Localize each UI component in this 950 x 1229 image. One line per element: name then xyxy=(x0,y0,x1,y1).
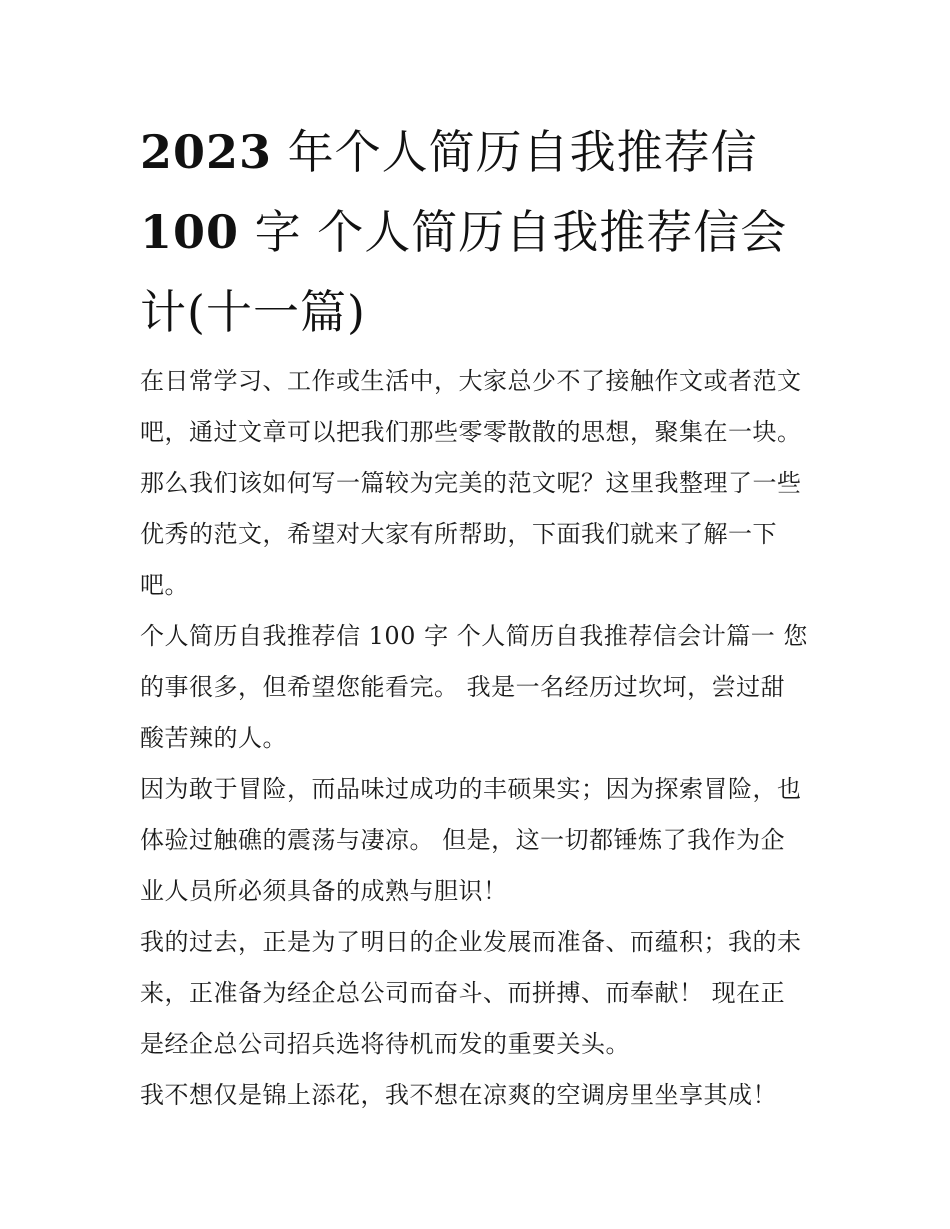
title-line xyxy=(140,192,820,272)
paragraph-intro xyxy=(140,356,820,611)
text-line: 因为敢于冒险，而品味过成功的丰硕果实；因为探索冒险，也 xyxy=(140,775,802,803)
text-line: 在日常学习、工作或生活中，大家总少不了接触作文或者范文 xyxy=(140,367,802,395)
text-line: 我的过去，正是为了明日的企业发展而准备、而蕴积；我的未 xyxy=(140,928,802,956)
paragraph-3 xyxy=(140,917,820,1070)
text-line: 吧，通过文章可以把我们那些零零散散的思想，聚集在一块。 xyxy=(140,418,802,446)
text-line: 业人员所必须具备的成熟与胆识！ xyxy=(140,877,508,905)
text-line: 那么我们该如何写一篇较为完美的范文呢？这里我整理了一些 xyxy=(140,469,802,497)
text-line: 的事很多，但希望您能看完。 我是一名经历过坎坷，尝过甜 xyxy=(140,673,786,701)
text-line: 个人简历自我推荐信 100 字 个人简历自我推荐信会计篇一 您 xyxy=(140,622,808,650)
document-content xyxy=(140,112,820,1121)
text-line: 优秀的范文，希望对大家有所帮助，下面我们就来了解一下 xyxy=(140,520,777,548)
text-line: 酸苦辣的人。 xyxy=(140,724,287,752)
paragraph-2 xyxy=(140,764,820,917)
paragraph-4 xyxy=(140,1070,820,1121)
title-line: 计(十一篇) xyxy=(140,285,366,339)
text-line: 是经企总公司招兵选将待机而发的重要关头。 xyxy=(140,1030,630,1058)
title-year: 2023 xyxy=(140,125,273,179)
text-line: 我不想仅是锦上添花，我不想在凉爽的空调房里坐享其成！ xyxy=(140,1081,777,1109)
text-line: 体验过触礁的震荡与凄凉。 但是，这一切都锤炼了我作为企 xyxy=(140,826,786,854)
title-line xyxy=(140,112,820,192)
title-line-1-text: 年个人简历自我推荐信 xyxy=(287,125,758,179)
document-title xyxy=(140,112,820,352)
title-number: 100 xyxy=(140,205,240,259)
text-line: 来，正准备为经企总公司而奋斗、而拼搏、而奉献！ 现在正 xyxy=(140,979,786,1007)
title-line-2-text: 字 个人简历自我推荐信会 xyxy=(254,205,788,259)
text-line: 吧。 xyxy=(140,571,189,599)
paragraph-1 xyxy=(140,611,820,764)
